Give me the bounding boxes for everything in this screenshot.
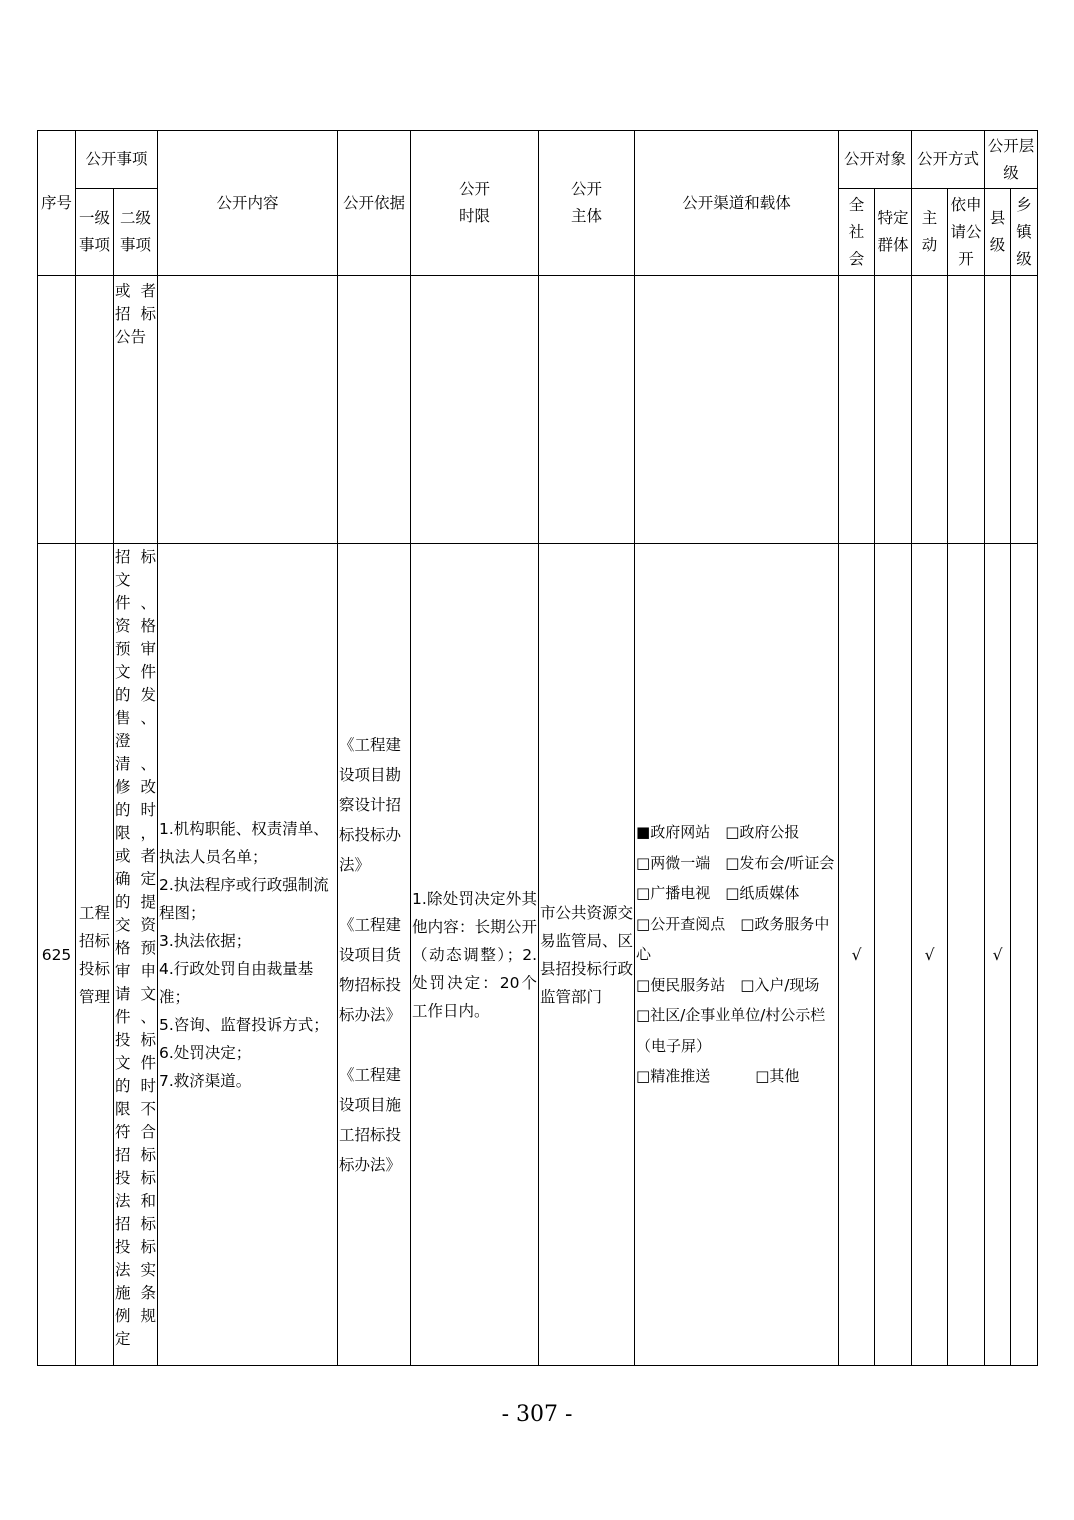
row-subject	[539, 276, 635, 544]
header-target-all: 全 社 会	[839, 189, 875, 276]
row-level1: 工程招标投标管理	[76, 544, 114, 1366]
header-level1: 一级事项	[76, 189, 114, 276]
header-content: 公开内容	[158, 131, 338, 276]
header-seq: 序号	[38, 131, 76, 276]
row-time-limit: 1.除处罚决定外其他内容：长期公开（动态调整）；2.处罚决定：20个工作日内。	[411, 544, 539, 1366]
header-level-county: 县 级	[985, 189, 1011, 276]
header-level-town: 乡 镇 级	[1011, 189, 1038, 276]
header-time-limit: 公开 时限	[411, 131, 539, 276]
row-time-limit	[411, 276, 539, 544]
header-target-specific: 特定 群体	[875, 189, 912, 276]
row-subject: 市公共资源交易监管局、区县招投标行政监管部门	[539, 544, 635, 1366]
header-subject: 公开 主体	[539, 131, 635, 276]
row-level-county	[985, 276, 1011, 544]
header-channel: 公开渠道和载体	[635, 131, 839, 276]
row-level1	[76, 276, 114, 544]
row-seq: 625	[38, 544, 76, 1366]
header-method-apply: 依申 请公 开	[948, 189, 985, 276]
row-target-all: √	[839, 544, 875, 1366]
header-target-group: 公开对象	[839, 131, 912, 189]
row-level2: 或者招标公告	[114, 276, 158, 544]
row-method-active: √	[912, 544, 948, 1366]
row-level2: 招标文件、资格预审文件的发售、澄清、修改的时限，或者确定的提交资格预审申请文件、投标文件的时限不符合招标投标法和招标投标法实施条例规定	[114, 544, 158, 1366]
row-channel: ■政府网站 □政府公报 □两微一端 □发布会/听证会 □广播电视 □纸质媒体 □公开查阅点 □政务服务中心 □便民服务站 □入户/现场 □社区/企事业单位/村公示栏（电子屏） □精准推送 □其他	[635, 544, 839, 1366]
row-target-all	[839, 276, 875, 544]
row-method-active	[912, 276, 948, 544]
row-level-town	[1011, 544, 1038, 1366]
header-items-group: 公开事项	[76, 131, 158, 189]
page-number: - 307 -	[501, 1402, 573, 1427]
row-level-county: √	[985, 544, 1011, 1366]
row-target-specific	[875, 544, 912, 1366]
header-method-active: 主 动	[912, 189, 948, 276]
row-seq	[38, 276, 76, 544]
table-row	[38, 276, 1038, 544]
row-method-apply	[948, 276, 985, 544]
row-target-specific	[875, 276, 912, 544]
row-channel	[635, 276, 839, 544]
row-level-town	[1011, 276, 1038, 544]
row-basis	[338, 276, 411, 544]
disclosure-table	[37, 130, 1038, 1366]
row-content: 1.机构职能、权责清单、执法人员名单； 2.执法程序或行政强制流程图； 3.执法依据； 4.行政处罚自由裁量基准； 5.咨询、监督投诉方式； 6.处罚决定； 7.救济渠道。	[158, 544, 338, 1366]
header-basis: 公开依据	[338, 131, 411, 276]
row-method-apply	[948, 544, 985, 1366]
row-basis: 《工程建设项目勘察设计招标投标办法》 《工程建设项目货物招标投标办法》 《工程建设项目施工招标投标办法》	[338, 544, 411, 1366]
table-row	[38, 544, 1038, 1366]
header-method-group: 公开方式	[912, 131, 985, 189]
header-level2: 二级事项	[114, 189, 158, 276]
header-level-group: 公开层级	[985, 131, 1038, 189]
row-content	[158, 276, 338, 544]
